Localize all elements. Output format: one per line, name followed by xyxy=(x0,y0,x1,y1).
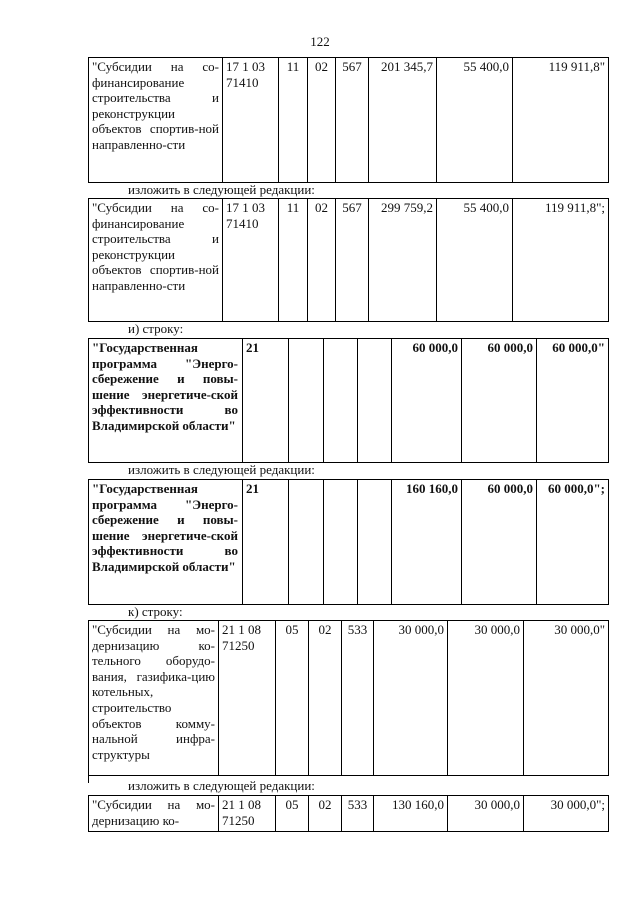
amount-year-2: 60 000,0 xyxy=(462,480,537,605)
amount-year-3: 30 000,0"; xyxy=(524,796,609,832)
budget-row-table-4 xyxy=(88,479,609,605)
section-code: 05 xyxy=(276,796,309,832)
expense-type-code xyxy=(358,480,392,605)
amount-year-3: 60 000,0"; xyxy=(537,480,609,605)
amount-year-1: 30 000,0 xyxy=(374,621,448,776)
amount-year-3: 119 911,8"; xyxy=(513,199,609,322)
target-code: 17 1 03 71410 xyxy=(223,58,279,183)
table-row xyxy=(89,796,609,832)
item-name: "Субсидии на со-финансирование строительства и реконструкции объектов спортив-ной направленно-сти xyxy=(89,199,223,322)
subsection-code: 02 xyxy=(309,796,342,832)
instruction-text: изложить в следующей редакции: xyxy=(128,182,315,197)
subsection-code xyxy=(324,480,358,605)
amount-year-2: 55 400,0 xyxy=(437,199,513,322)
expense-type-code xyxy=(358,339,392,463)
expense-type-code: 533 xyxy=(342,621,374,776)
amount-year-2: 30 000,0 xyxy=(448,621,524,776)
instruction-text: изложить в следующей редакции: xyxy=(128,462,315,477)
budget-row-table-1 xyxy=(88,57,609,183)
item-name: "Субсидии на со-финансирование строительства и реконструкции объектов спортив-ной направленно-сти xyxy=(89,58,223,183)
amount-year-2: 30 000,0 xyxy=(448,796,524,832)
expense-type-code: 533 xyxy=(342,796,374,832)
section-label-i: и) строку: xyxy=(128,321,184,336)
section-code: 05 xyxy=(276,621,309,776)
expense-type-code: 567 xyxy=(336,199,369,322)
table-row xyxy=(89,480,609,605)
budget-row-table-5 xyxy=(88,620,609,776)
amount-year-3: 60 000,0" xyxy=(537,339,609,463)
amount-year-3: 30 000,0" xyxy=(524,621,609,776)
amount-year-1: 130 160,0 xyxy=(374,796,448,832)
program-name: "Государственная программа "Энерго-сбережение и повы-шение энергетиче-ской эффективности во Владимирской области" xyxy=(89,480,243,605)
budget-row-table-2 xyxy=(88,198,609,322)
target-code: 21 1 08 71250 xyxy=(219,621,276,776)
target-code: 21 xyxy=(243,339,289,463)
instruction-text: изложить в следующей редакции: xyxy=(128,778,315,793)
item-name: "Субсидии на мо-дернизацию ко-тельного оборудо-вания, газифика-цию котельных, строительство объектов комму-нальной инфра-структуры xyxy=(89,621,219,776)
amount-year-1: 60 000,0 xyxy=(392,339,462,463)
subsection-code: 02 xyxy=(309,621,342,776)
amount-year-3: 119 911,8" xyxy=(513,58,609,183)
subsection-code: 02 xyxy=(308,199,336,322)
amount-year-1: 160 160,0 xyxy=(392,480,462,605)
section-code xyxy=(289,480,324,605)
table-row xyxy=(89,58,609,183)
amount-year-2: 55 400,0 xyxy=(437,58,513,183)
table-row xyxy=(89,339,609,463)
table-row xyxy=(89,621,609,776)
section-code: 11 xyxy=(279,199,308,322)
section-code xyxy=(289,339,324,463)
amount-year-2: 60 000,0 xyxy=(462,339,537,463)
budget-row-table-3 xyxy=(88,338,609,463)
item-name: "Субсидии на мо-дернизацию ко- xyxy=(89,796,219,832)
budget-row-table-6 xyxy=(88,795,609,832)
amount-year-1: 299 759,2 xyxy=(369,199,437,322)
target-code: 21 1 08 71250 xyxy=(219,796,276,832)
target-code: 21 xyxy=(243,480,289,605)
subsection-code xyxy=(324,339,358,463)
target-code: 17 1 03 71410 xyxy=(223,199,279,322)
table-border-line xyxy=(88,775,89,783)
table-row xyxy=(89,199,609,322)
subsection-code: 02 xyxy=(308,58,336,183)
section-code: 11 xyxy=(279,58,308,183)
expense-type-code: 567 xyxy=(336,58,369,183)
amount-year-1: 201 345,7 xyxy=(369,58,437,183)
program-name: "Государственная программа "Энерго-сбережение и повы-шение энергетиче-ской эффективности во Владимирской области" xyxy=(89,339,243,463)
section-label-k: к) строку: xyxy=(128,604,183,619)
page-number: 122 xyxy=(310,34,330,49)
